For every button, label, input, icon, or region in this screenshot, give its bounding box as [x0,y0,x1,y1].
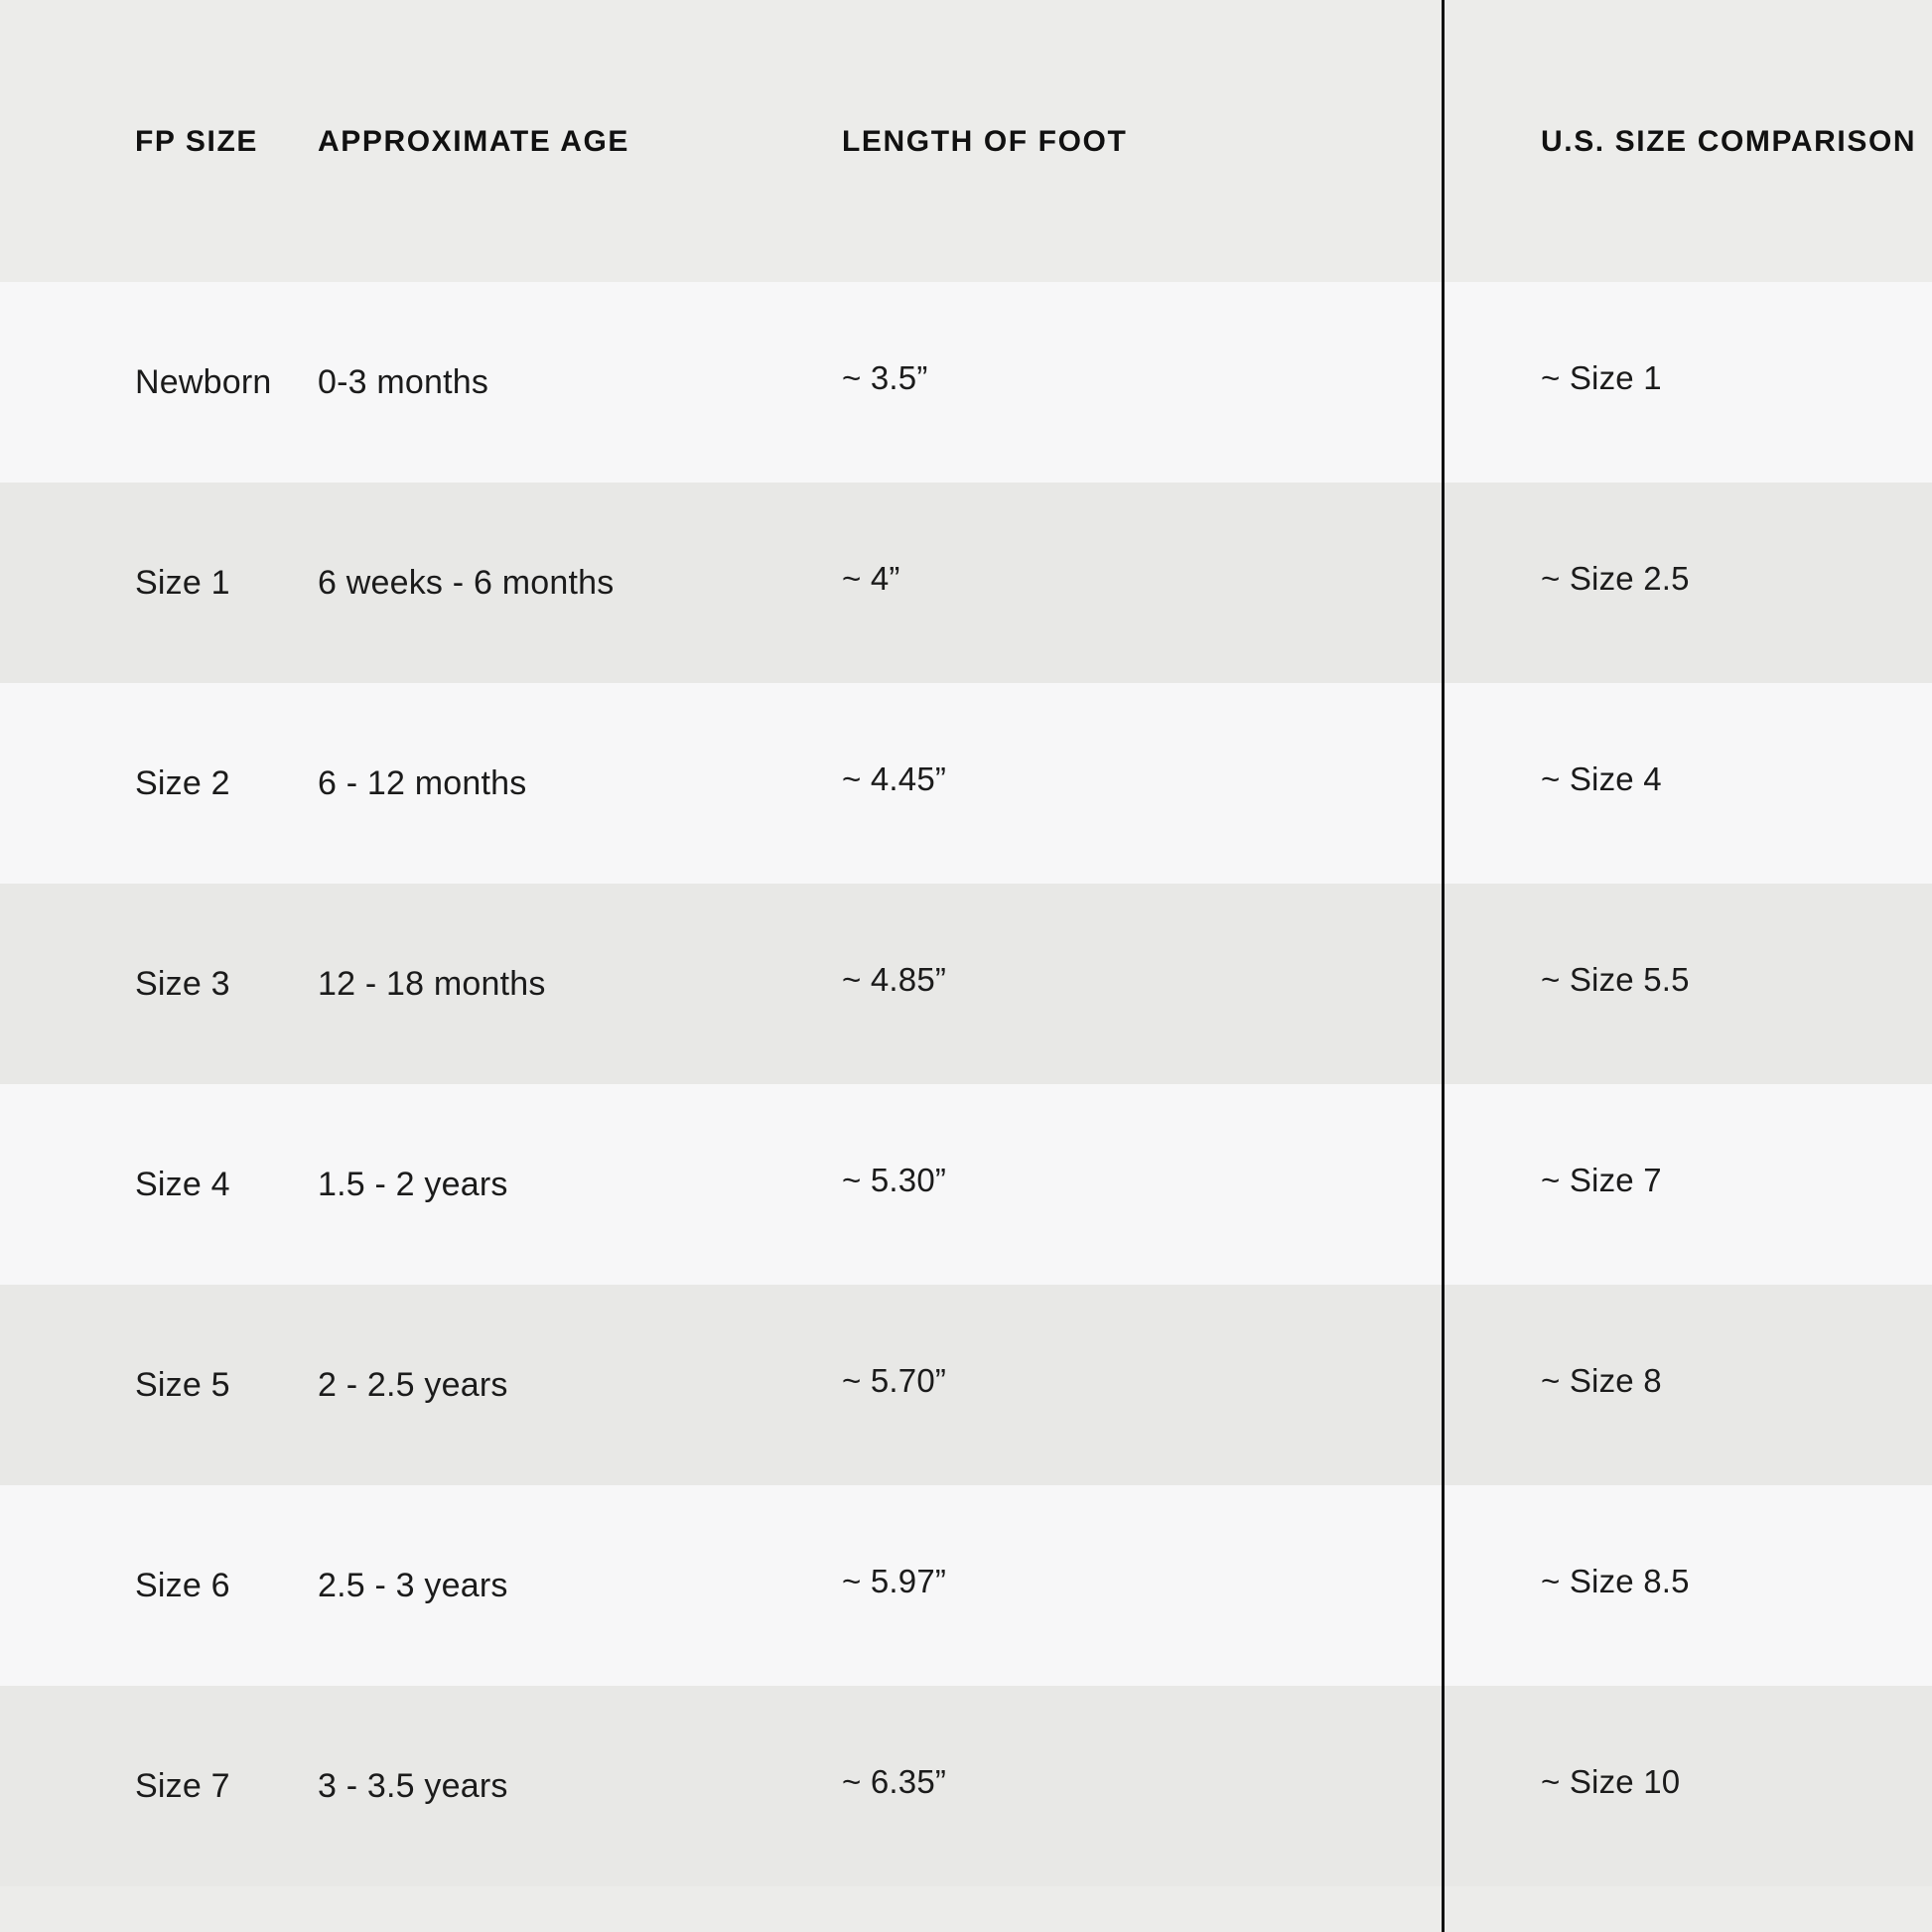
cell-us-size-value: ~ Size 1 [1541,359,1662,396]
column-header-label: FP SIZE [135,124,259,158]
cell-us-size-comparison [1442,1084,1932,1285]
cell-length-of-foot [842,483,1442,683]
cell-length-of-foot-value: ~ 5.70” [842,1362,947,1399]
cell-us-size-comparison [1442,282,1932,483]
cell-us-size-value: ~ Size 5.5 [1541,961,1690,998]
cell-length-of-foot-value: ~ 5.97” [842,1563,947,1599]
cell-length-of-foot [842,1485,1442,1686]
table-body [0,282,1932,1886]
cell-fp-size: Size 6 [135,1566,230,1604]
cell-length-of-foot-value: ~ 6.35” [842,1763,947,1800]
cell-approximate-age: 12 - 18 months [318,964,546,1003]
cell-approximate-age: 6 weeks - 6 months [318,563,615,602]
cell-approximate-age: 3 - 3.5 years [318,1766,508,1805]
cell-us-size-value: ~ Size 7 [1541,1162,1662,1198]
cell-us-size-comparison [1442,884,1932,1084]
cell-approximate-age: 1.5 - 2 years [318,1165,508,1203]
cell-fp-size: Size 1 [135,563,230,602]
cell-fp-size: Size 7 [135,1766,230,1805]
cell-length-of-foot-value: ~ 3.5” [842,359,928,396]
cell-us-size-value: ~ Size 8 [1541,1362,1662,1399]
cell-fp-size: Size 2 [135,763,230,802]
cell-fp-size: Newborn [135,362,272,401]
table-row [0,1285,1932,1485]
cell-length-of-foot [842,884,1442,1084]
column-header-label: U.S. SIZE COMPARISON [1541,124,1917,158]
cell-fp-size: Size 4 [135,1165,230,1203]
table-row [0,1485,1932,1686]
column-header-fp-size [0,0,318,282]
cell-length-of-foot [842,1285,1442,1485]
cell-length-of-foot-value: ~ 4.45” [842,760,947,797]
header-row [0,0,1932,282]
column-header-approximate-age [318,0,842,282]
cell-fp-size: Size 5 [135,1365,230,1404]
column-header-label: LENGTH OF FOOT [842,124,1128,158]
cell-us-size-comparison [1442,683,1932,884]
table-row [0,1686,1932,1886]
cell-us-size-value: ~ Size 4 [1541,760,1662,797]
table-row [0,884,1932,1084]
cell-length-of-foot-value: ~ 4.85” [842,961,947,998]
cell-length-of-foot-value: ~ 5.30” [842,1162,947,1198]
cell-approximate-age: 2 - 2.5 years [318,1365,508,1404]
cell-fp-size: Size 3 [135,964,230,1003]
cell-us-size-value: ~ Size 8.5 [1541,1563,1690,1599]
table-row [0,483,1932,683]
table-header [0,0,1932,282]
column-header-label: APPROXIMATE AGE [318,124,630,158]
cell-length-of-foot [842,683,1442,884]
cell-us-size-value: ~ Size 2.5 [1541,560,1690,597]
column-header-length-of-foot [842,0,1442,282]
table-row [0,683,1932,884]
cell-approximate-age: 2.5 - 3 years [318,1566,508,1604]
cell-length-of-foot [842,282,1442,483]
table-row [0,282,1932,483]
cell-us-size-comparison [1442,1686,1932,1886]
cell-us-size-comparison [1442,1285,1932,1485]
cell-length-of-foot-value: ~ 4” [842,560,900,597]
column-header-us-size-comparison [1442,0,1932,282]
cell-length-of-foot [842,1686,1442,1886]
cell-us-size-comparison [1442,1485,1932,1686]
column-divider [1442,0,1445,1932]
cell-us-size-comparison [1442,483,1932,683]
cell-length-of-foot [842,1084,1442,1285]
table-row [0,1084,1932,1285]
cell-approximate-age: 0-3 months [318,362,489,401]
cell-approximate-age: 6 - 12 months [318,763,527,802]
cell-us-size-value: ~ Size 10 [1541,1763,1681,1800]
